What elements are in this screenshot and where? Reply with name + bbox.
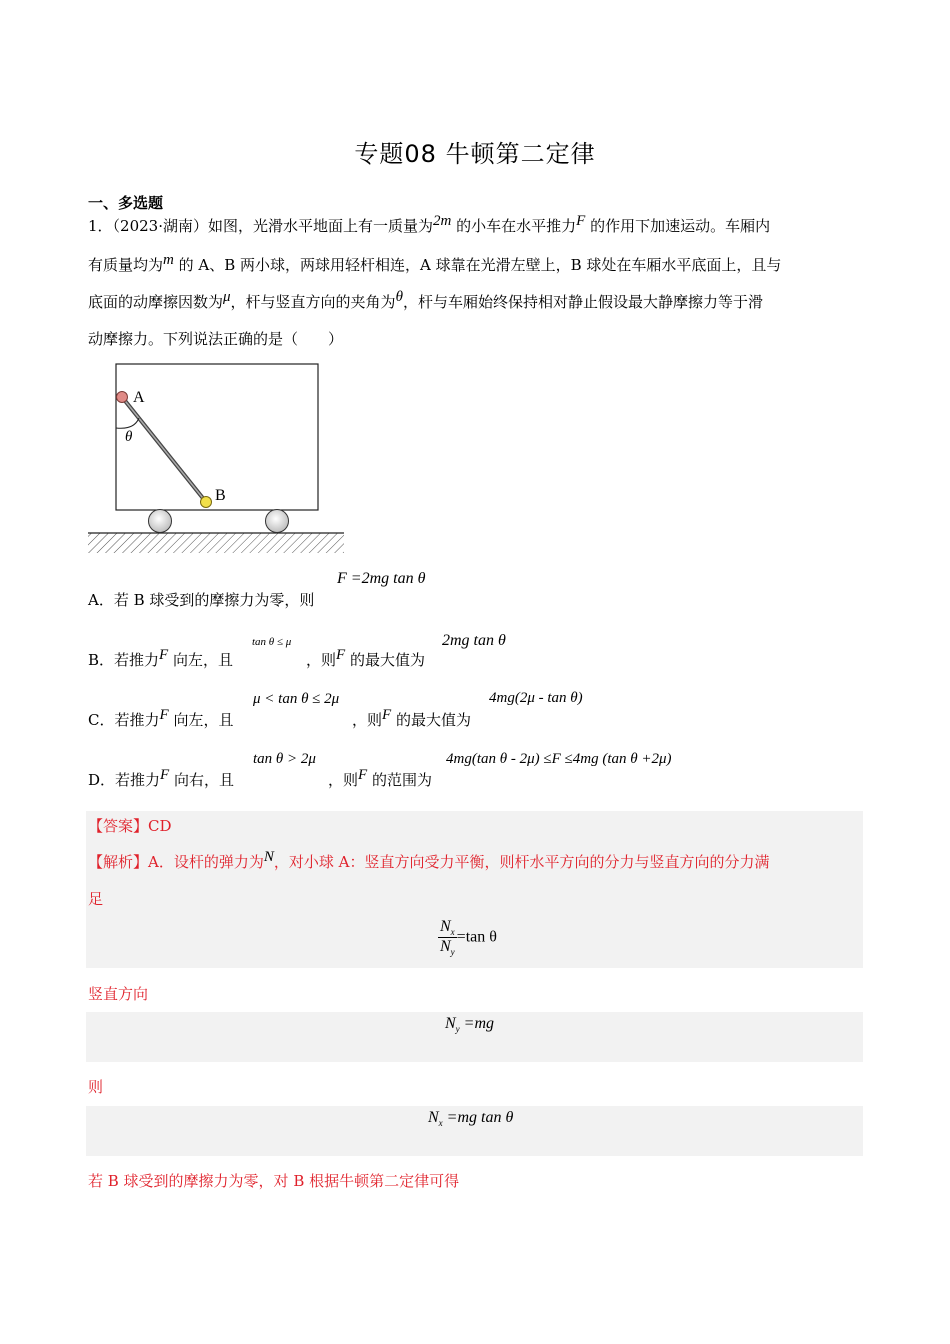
eq-rhs: =mg tan θ [446, 1109, 514, 1126]
option-text: 向左，且 [173, 711, 234, 729]
text-then: 则 [88, 1078, 104, 1096]
option-c-condition: μ < tan θ ≤ 2μ [253, 691, 340, 707]
option-text: 的最大值为 [349, 651, 425, 669]
mu-symbol: μ [223, 289, 231, 305]
question-source: （2023·湖南） [112, 217, 208, 235]
question-number: 1． [88, 217, 113, 235]
text-vertical: 竖直方向 [88, 985, 149, 1003]
question-text: 的小车在水平推力 [456, 217, 577, 235]
option-d[interactable] [88, 769, 234, 790]
analysis-line-2: 足 [88, 890, 104, 908]
eq-rhs: =tan θ [456, 928, 497, 946]
option-label: C． [88, 711, 115, 729]
option-b[interactable] [88, 649, 233, 670]
force-symbol: F [358, 767, 368, 783]
mass-symbol: 2m [433, 213, 452, 229]
option-c-rest [352, 709, 471, 730]
answer-line [88, 815, 172, 836]
normal-force-symbol: N [263, 849, 274, 865]
question-text: ，杆与车厢始终保持相对静止假设最大静摩擦力等于滑 [402, 293, 763, 311]
force-symbol: F [160, 767, 170, 783]
option-text: 向右，且 [174, 771, 235, 789]
force-symbol: F [159, 647, 169, 663]
question-text: 的作用下加速运动。车厢内 [590, 217, 771, 235]
force-symbol: F [336, 647, 346, 663]
label-a: A [133, 389, 145, 406]
option-a[interactable] [88, 589, 314, 610]
option-d-formula: 4mg(tan θ - 2μ) ≤F ≤4mg (tan θ +2μ) [446, 751, 672, 767]
question-line-3 [88, 289, 763, 313]
option-text: 若推力 [114, 711, 160, 729]
option-b-formula: 2mg tan θ [442, 632, 506, 649]
label-b: B [215, 487, 226, 504]
option-a-formula: F =2mg tan θ [337, 570, 426, 587]
option-label: D． [88, 771, 116, 789]
ball-b [201, 497, 212, 508]
option-text: 若推力 [114, 651, 160, 669]
equation-ny [445, 1015, 494, 1034]
eq-num: N [440, 918, 451, 935]
equation-ratio [438, 918, 497, 957]
analysis-line-1 [88, 851, 769, 872]
text-last: 若 B 球受到的摩擦力为零，对 B 根据牛顿第二定律可得 [88, 1172, 460, 1190]
question-text: ，杆与竖直方向的夹角为 [230, 293, 396, 311]
fraction [438, 918, 457, 957]
option-text: 若推力 [115, 771, 161, 789]
ball-a [117, 392, 128, 403]
eq-rhs: =mg [463, 1015, 495, 1032]
question-line-4: 动摩擦力。下列说法正确的是（ ） [88, 330, 344, 348]
force-symbol: F [159, 707, 169, 723]
theta-symbol: θ [395, 289, 403, 305]
mass-symbol: m [163, 252, 174, 268]
force-symbol: F [576, 213, 586, 229]
eq-sub: x [438, 1118, 443, 1129]
option-d-condition: tan θ > 2μ [253, 751, 316, 767]
eq-lhs: N [445, 1015, 456, 1032]
label-theta: θ [125, 429, 133, 445]
option-text: ，则 [352, 711, 383, 729]
page-title: 专题08 牛顿第二定律 [354, 140, 596, 168]
question-line-1 [88, 213, 771, 237]
analysis-label: 【解析】 [88, 853, 149, 871]
analysis-text: ，对小球 A：竖直方向受力平衡，则杆水平方向的分力与竖直方向的分力满 [273, 853, 770, 871]
option-text: 的范围为 [371, 771, 432, 789]
option-text: 若 B 球受到的摩擦力为零，则 [113, 591, 315, 609]
option-text: 的最大值为 [395, 711, 471, 729]
option-text: ，则 [306, 651, 337, 669]
question-text: 有质量均为 [88, 256, 164, 274]
question-line-2 [88, 252, 782, 276]
option-text: 向左，且 [173, 651, 234, 669]
option-c[interactable] [88, 709, 233, 730]
eq-lhs: N [428, 1109, 439, 1126]
eq-num-sub: x [450, 927, 455, 938]
option-c-formula: 4mg(2μ - tan θ) [489, 690, 583, 706]
equation-nx [428, 1109, 513, 1128]
answer-label: 【答案】 [88, 817, 149, 835]
option-label: A． [88, 591, 114, 609]
eq-den: N [440, 938, 451, 956]
force-symbol: F [382, 707, 392, 723]
option-d-rest [328, 769, 432, 790]
question-text: 的 A、B 两小球，两球用轻杆相连，A 球靠在光滑左壁上，B 球处在车厢水平底面上，且与 [178, 256, 782, 274]
question-text: 如图，光滑水平地面上有一质量为 [208, 217, 434, 235]
eq-den-sub: y [450, 947, 455, 958]
wheel-right [266, 510, 289, 533]
answer-value: CD [148, 817, 172, 835]
option-b-rest [306, 649, 425, 670]
analysis-text: A．设杆的弹力为 [148, 853, 264, 871]
cart-diagram [86, 360, 348, 556]
option-label: B． [88, 651, 115, 669]
option-b-condition: tan θ ≤ μ [252, 636, 292, 648]
eq-sub: y [455, 1024, 460, 1035]
section-heading: 一、多选题 [88, 194, 164, 212]
option-text: ，则 [328, 771, 359, 789]
ground-hatch [88, 533, 344, 553]
wheel-left [149, 510, 172, 533]
question-text: 底面的动摩擦因数为 [88, 293, 224, 311]
